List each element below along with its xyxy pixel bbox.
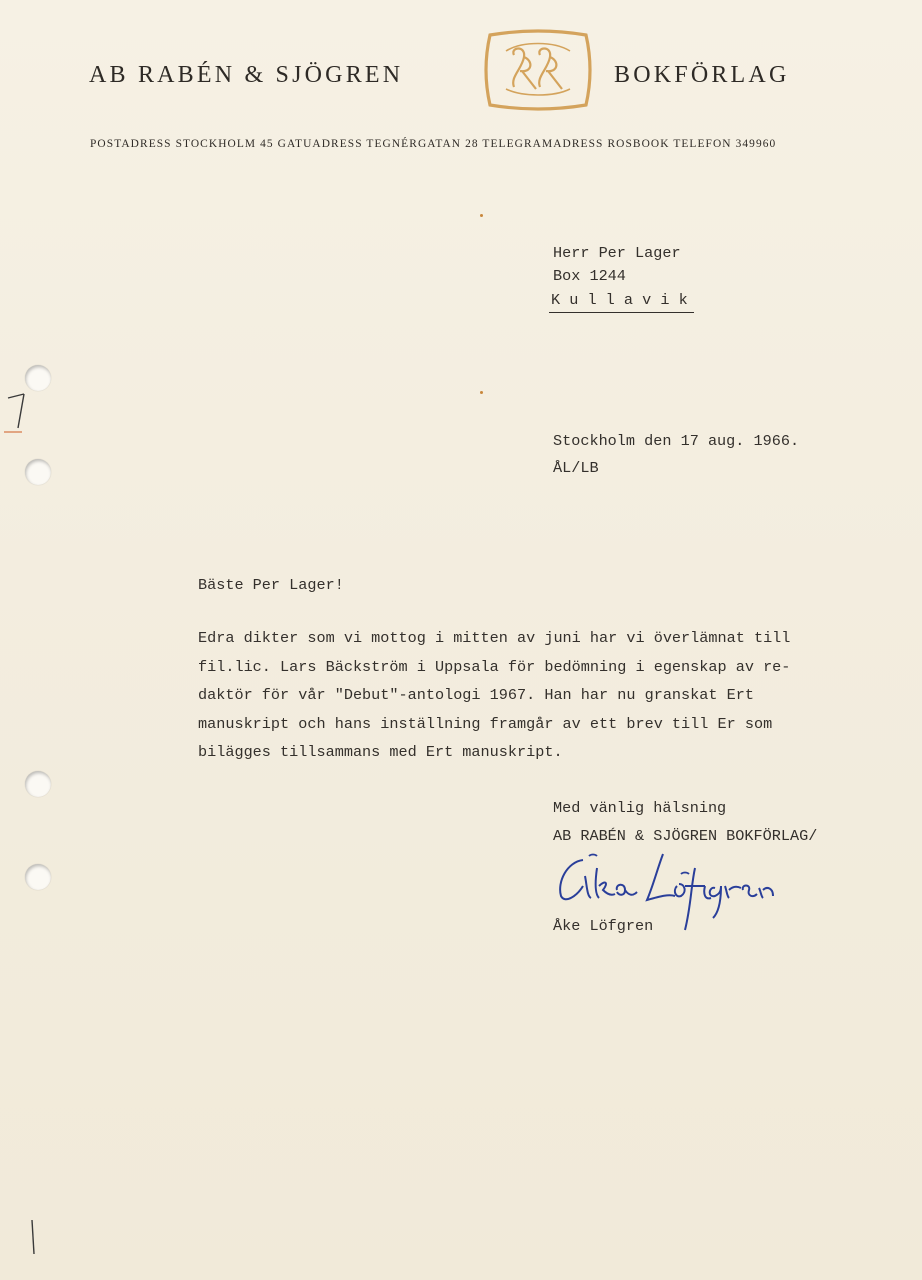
- signer-name: Åke Löfgren: [553, 917, 654, 935]
- letterhead-division: BOKFÖRLAG: [614, 62, 790, 88]
- letter-date: Stockholm den 17 aug. 1966.: [553, 432, 800, 450]
- recipient-town: K u l l a v i k: [549, 291, 694, 313]
- recipient-name: Herr Per Lager: [553, 244, 681, 262]
- letter-body: [198, 624, 790, 767]
- closing-company: AB RABÉN & SJÖGREN BOKFÖRLAG/: [553, 827, 818, 845]
- recipient-box: Box 1244: [553, 267, 626, 285]
- body-line: fil.lic. Lars Bäckström i Uppsala för bedömning i egenskap av re-: [198, 657, 791, 676]
- punch-hole: [25, 864, 51, 890]
- body-line: Edra dikter som vi mottog i mitten av juni har vi överlämnat till: [198, 629, 791, 647]
- body-line: daktör för vår "Debut"-antologi 1967. Han har nu granskat Ert: [198, 686, 754, 704]
- fold-mark: [480, 391, 483, 394]
- pencil-mark: [26, 1212, 56, 1262]
- letterhead-company: AB RABÉN & SJÖGREN: [89, 62, 404, 88]
- pencil-mark: [4, 386, 44, 436]
- publisher-logo: [480, 27, 596, 113]
- closing-greeting: Med vänlig hälsning: [553, 799, 727, 817]
- punch-hole: [25, 459, 51, 485]
- punch-hole: [25, 771, 51, 797]
- salutation: Bäste Per Lager!: [198, 576, 344, 594]
- reference-initials: ÅL/LB: [553, 459, 599, 477]
- body-line: bilägges tillsammans med Ert manuskript.: [198, 743, 563, 761]
- body-line: manuskript och hans inställning framgår av ett brev till Er som: [198, 714, 773, 733]
- letterhead-address: POSTADRESS STOCKHOLM 45 GATUADRESS TEGNÉRGATAN 28 TELEGRAMADRESS ROSBOOK TELEFON 349960: [90, 138, 777, 150]
- fold-mark: [480, 214, 483, 217]
